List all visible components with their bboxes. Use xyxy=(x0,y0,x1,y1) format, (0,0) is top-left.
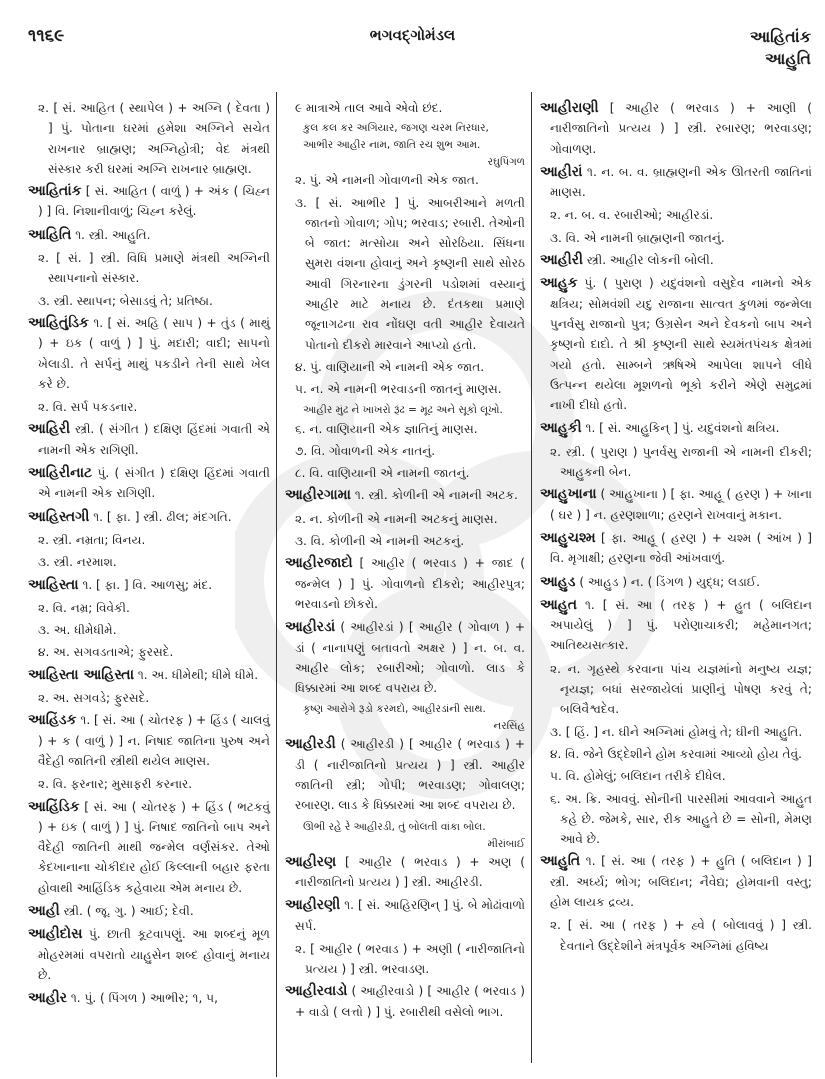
entry-sense xyxy=(38,98,270,179)
entry-sense xyxy=(550,205,812,225)
entry-sense xyxy=(295,170,525,190)
definition-text: ૬. ન. વાણિયાની એક જ્ઞાતિનું માણસ. xyxy=(295,421,478,436)
dictionary-entry xyxy=(540,250,812,270)
definition-text: ૪. અ. સગવડતાએ; ફુરસદે. xyxy=(38,645,174,660)
definition-text: [ આહીર ( ભરવાડ ) + આણી ( નારીજાતિનો પ્રત્યય ) ] સ્ત્રી. રબારણ; ભરવાડણ; ગોવાળણ. xyxy=(550,101,812,156)
headword: આહીરજાદો xyxy=(285,555,353,572)
headword: આહી xyxy=(28,902,60,919)
definition-text: [ આહીર ( ભરવાડ ) + જાદ ( જન્મેલ ) ] પું. ગોવાળનો દીકરો; આહીરપુત્ર; ભરવાડનો છોકરો. xyxy=(295,556,525,611)
dictionary-entry xyxy=(28,313,270,394)
headword: આહુડ xyxy=(540,573,576,590)
quote-line: કૃષ્ણ આરોગે રૂડો કરમદો, આહીરડાંની સાથ. xyxy=(303,703,486,716)
entry-sense xyxy=(38,598,270,618)
dictionary-entry xyxy=(285,734,525,815)
headword: આહુતિ xyxy=(540,853,581,870)
headword: આહીરી xyxy=(540,252,584,269)
definition-text: ૨. [ સં. ] સ્ત્રી. વિધિ પ્રમાણે મંત્રથી અગ્નિની સ્થાપનાનો સંસ્કાર. xyxy=(38,251,270,286)
definition-text: [ ફા. આહૂ ( હરણ ) + ચશ્મ ( આંખ ) ] વિ. મૃગાક્ષી; હરણના જેવી આંખવાળું. xyxy=(550,530,812,566)
headword: આહિરીનાટ xyxy=(28,465,93,482)
headword: આહુક xyxy=(540,275,578,292)
definition-text: સ્ત્રી. ( જૂ. ગુ. ) આઈ; દેવી. xyxy=(63,903,194,918)
dictionary-entry xyxy=(285,895,525,936)
entry-sense xyxy=(550,228,812,248)
dictionary-entry xyxy=(28,988,270,1008)
dictionary-entry xyxy=(540,162,812,203)
citation-quote xyxy=(285,402,525,419)
headword: આહિતાંક xyxy=(28,183,82,200)
definition-text: સ્ત્રી. આહીર લોકની બોલી. xyxy=(586,253,714,268)
entry-sense xyxy=(38,291,270,311)
headword: આહુત xyxy=(540,596,578,613)
definition-text: ૧. પું. ( પિંગળ ) આભીર; ૧, ૫, xyxy=(70,991,218,1006)
definition-text: ( આહીરવાડો ) [ આહીર ( ભરવાડ ) + વાડો ( લત્તો ) ] પું. રબારીથી વસેલો ભાગ. xyxy=(295,984,525,1019)
dictionary-entry xyxy=(540,595,812,656)
entry-sense xyxy=(295,193,525,355)
headword: આહીરડી xyxy=(285,736,336,753)
definition-text: [ સં. આ ( ચોતરફ ) + હિંડ ( ભટકવું ) + ઇક ( વાળું ) ] પું. નિષાદ જાતિનો બાપ અને વૈદેહી જાતિની માથી જન્મેલ વર્ણસંકર. તેઓ કેદખાનાના ચોકીદાર હોઈ કિલ્લાની બહાર ફરતા હોવાથી આહિંડિક કહેવાયા એમ મનાય છે. xyxy=(38,799,270,895)
definition-text: ( આહીરડાં ) [ આહીર ( ગોવાળ ) + ડાં ( નાનાપણું બતાવતો અક્ષર ) ] ન. બ. વ. આહીર લોક; રબારીઓ; ગોવાળો. લાડ કે ધિક્કારમાં આ શબ્દ વપરાય છે. xyxy=(295,620,525,696)
dictionary-entry xyxy=(540,528,812,569)
entry-sense xyxy=(295,441,525,461)
headword: આહિતિ xyxy=(28,226,72,243)
definition-text: ૧. સ્ત્રી. કોળીની એ નામની અટક. xyxy=(354,488,518,503)
definition-text: ૨. અ. સગવડે; ફુરસદે. xyxy=(38,691,150,706)
dictionary-entry xyxy=(28,181,270,222)
definition-text: ( આહીરડી ) [ આહીર ( ભરવાડ ) + ડી ( નારીજાતિનો પ્રત્યય ) ] સ્ત્રી. આહીર જાતિની સ્ત્રી; ગોપી; ભરવાડણ; ગોવાલણ; રબારણ. લાડ કે ધિક્કારમાં આ શબ્દ વપરાય છે. xyxy=(295,737,525,813)
headword: આહીરાં xyxy=(540,163,583,180)
definition-text: ૩. સ્ત્રી. સ્થાપન; બેસાડવું તે; પ્રતિષ્ઠા. xyxy=(38,293,213,308)
definition-text: ૯ માત્રાએ તાલ આવે એવો છંદ. xyxy=(295,101,443,115)
column-left xyxy=(28,98,270,1011)
definition-text: ૨. [ સં. આ ( તરફ ) + હ્વે ( બોલાવવું ) ] સ્ત્રી. દેવતાને ઉદ્દેશીને મંત્રપૂર્વક અગ્નિમાં હવિષ્ય xyxy=(550,918,812,953)
headword: આહીરડાં xyxy=(285,619,336,636)
quote-attribution: નરસિંહ xyxy=(493,720,525,733)
definition-text: ૪. પું. વાણિયાની એ નામની એક જાત. xyxy=(295,359,485,374)
column-middle xyxy=(285,98,525,1025)
definition-text: ૧. અ. ધીમેથી; ધીમે ધીમે. xyxy=(137,667,259,682)
guide-word-last: આહુતિ xyxy=(765,49,811,68)
definition-text: ૨. ન. કોળીની એ નામની અટકનું માણસ. xyxy=(295,511,498,526)
definition-text: ( આહુખાના ) [ ફા. આહૂ ( હરણ ) + ખાના ( ઘર ) ] ન. હરણશાળા; હરણને રાખવાનું મકાન. xyxy=(550,487,812,522)
definition-text: ૩. વિ. કોળીની એ નામની અટકનું. xyxy=(295,534,465,549)
dictionary-entry xyxy=(285,981,525,1022)
dictionary-entry xyxy=(28,225,270,245)
entry-sense xyxy=(550,659,812,720)
dictionary-entry xyxy=(28,797,270,898)
headword: આહિસ્તા xyxy=(28,576,79,593)
dictionary-entry xyxy=(540,484,812,525)
running-title: ભગવદ્ગોમંડલ xyxy=(369,26,456,44)
definition-text: ૨. વિ. ફરનાર; મુસાફરી કરનાર. xyxy=(38,777,193,792)
definition-text: ૩. સ્ત્રી. નરમાશ. xyxy=(38,555,117,570)
entry-sense xyxy=(295,419,525,439)
dictionary-entry xyxy=(28,575,270,595)
entry-sense xyxy=(38,688,270,708)
definition-text: ૨. વિ. સર્પ પકડનાર. xyxy=(38,400,138,415)
guide-words xyxy=(750,26,811,70)
definition-text: ૩. અ. ધીમેધીમે. xyxy=(38,623,117,638)
entry-sense xyxy=(38,552,270,572)
dictionary-entry xyxy=(28,419,270,460)
definition-text: ૩. વિ. એ નામની બ્રાહ્મણની જાતનું. xyxy=(550,230,725,245)
citation-quote xyxy=(285,819,525,852)
definition-text: ૨. સ્ત્રી. ( પુરાણ ) પુનર્વસુ રાજાની એ નામની દીકરી; આહુકની બેન. xyxy=(550,444,812,480)
headword: આહિસ્તા આહિસ્તા xyxy=(28,666,135,683)
definition-text: ૧. ન. બ. વ. બ્રાહ્મણની એક ઊતરતી જાતિનાં માણસ. xyxy=(550,164,812,200)
dictionary-entry xyxy=(28,463,270,504)
dictionary-entry xyxy=(28,710,270,771)
definition-text: ૧. [ સં. આહુકિન્ ] પું. યદુવંશનો ક્ષત્રિય. xyxy=(585,421,780,436)
dictionary-entry xyxy=(285,852,525,893)
headword: આહીરણી xyxy=(285,897,341,914)
definition-text: ૧. [ સં. અહિ ( સાપ ) + તુંડ ( માથું ) + ઇક ( વાળું ) ] પું. મદારી; વાદી; સાપનો ખેલાડી. તે સર્પનું માથું પકડીને તેની સાથે ખેલ કરે છે. xyxy=(38,315,270,391)
quote-line: કુલ કલ કર અગિયાર, જગણ ચરમ નિરધાર, xyxy=(303,122,489,135)
citation-quote xyxy=(285,701,525,734)
entry-sense xyxy=(38,774,270,794)
entry-sense xyxy=(550,766,812,786)
definition-text: ૫. વિ. હોમેલું; બલિદાન તરીકે દીધેલ. xyxy=(550,769,726,784)
entry-sense xyxy=(295,379,525,399)
headword: આહિતુંડિક xyxy=(28,314,89,331)
definition-text: પું. છાતી કૂટવાપણું. આ શબ્દનું મૂળ મોહરમમાં વપરાતો યાહુસેન શબ્દ હોવાનું મનાય છે. xyxy=(38,927,270,982)
entry-sense xyxy=(295,98,525,118)
headword: આહુખાના xyxy=(540,486,597,503)
quote-attribution: મીરાંબાઈ xyxy=(487,837,525,850)
headword: આહીરણ xyxy=(285,853,337,870)
headword: આહિસ્તગી xyxy=(28,508,90,525)
entry-sense xyxy=(550,722,812,742)
quote-line: આભીર આહીર નામ, જાતિ રચ શુભ આમ. xyxy=(303,139,481,152)
definition-text: ૬. અ. ક્રિ. આવવું. સોનીની પારસીમાં આવવાને આહુત કહે છે. જેમકે, સાર, રીક આહુતે છે = સોની, મેમણ આવે છે. xyxy=(550,791,812,847)
definition-text: ૩. [ હિં. ] ન. ઘીને અગ્નિમાં હોમવું તે; ઘીની આહુતિ. xyxy=(550,724,803,739)
definition-text: ૨. ન. ગૃહસ્થે કરવાના પાંચ યજ્ઞમાંનો મનુષ્ય યજ્ઞ; નૃયજ્ઞ; બધાં સરજાયેલાં પ્રાણીનું પોષણ કરવું તે; બલિવૈશ્વદેવ. xyxy=(550,661,812,717)
definition-text: ૨. [ સં. આહિત ( સ્થાપેલ ) + અગ્નિ ( દેવતા ) ] પું. પોતાના ઘરમાં હમેશા અગ્નિને સચેત રાખનાર બ્રાહ્મણ; અગ્નિહોત્રી; વેદ મંત્રથી સંસ્કાર કરી ઘરમાં અગ્નિ રાખનાર બ્રાહ્મણ. xyxy=(38,101,270,176)
dictionary-entry xyxy=(28,507,270,527)
guide-word-first: આહિતાંક xyxy=(749,27,811,46)
quote-line: આહીર મુંઢ ને ખાખરો રૂંઢ = મૂઢ અને સૂકો લૂખો. xyxy=(303,403,503,416)
dictionary-entry xyxy=(540,418,812,438)
definition-text: [ આહીર ( ભરવાડ ) + અણ ( નારીજાતિનો પ્રત્યય ) ] સ્ત્રી. આહીરડી. xyxy=(295,854,525,889)
definition-text: સ્ત્રી. ( સંગીત ) દક્ષિણ હિંદમાં ગવાતી એ નામની એક રાગિણી. xyxy=(38,422,270,457)
definition-text: [ સં. આહિત ( વાળું ) + અંક ( ચિહ્ન ) ] વિ. નિશાનીવાળું; ચિહ્ન કરેલું. xyxy=(38,184,270,219)
page-header xyxy=(0,26,825,76)
column-right xyxy=(540,98,812,958)
definition-text: ૨. સ્ત્રી. નમ્રતા; વિનય. xyxy=(38,532,146,547)
definition-text: ૨. વિ. નમ્ર; વિવેકી. xyxy=(38,600,130,615)
entry-sense xyxy=(295,509,525,529)
definition-text: ૧. સ્ત્રી. આહુતિ. xyxy=(75,227,151,242)
dictionary-entry xyxy=(540,851,812,912)
definition-text: ૧. [ સં. આ ( તરફ ) + હુત ( બલિદાન અપાયેલું ) ] પું. પરોણાચાકરી; મહેમાનગત; આતિથ્યસત્કાર. xyxy=(550,597,812,653)
definition-text: ( આહુડ ) ન. ( ડિંગળ ) યુદ્ધ; લડાઈ. xyxy=(579,574,760,589)
quote-line: ઊભી રહે રે આહીરડી, તું બોલતી વાંકા બોલ. xyxy=(303,820,486,833)
headword: આહીરવાડો xyxy=(285,983,348,1000)
headword: આહિરી xyxy=(28,421,71,438)
entry-sense xyxy=(38,530,270,550)
entry-sense xyxy=(295,357,525,377)
entry-sense xyxy=(295,939,525,980)
headword: આહિંડક xyxy=(28,712,77,729)
dictionary-entry xyxy=(540,572,812,592)
entry-sense xyxy=(38,397,270,417)
definition-text: ૨. પું. એ નામની ગોવાળની એક જાત. xyxy=(295,173,479,188)
definition-text: ૭. વિ. ગોવાળની એક નાતનું. xyxy=(295,443,436,458)
dictionary-entry xyxy=(28,665,270,685)
definition-text: ૩. [ સં. આભીર ] પું. આબરીઆને મળતી જાતનો ગોવાળ; ગોપ; ભરવાડ; રબારી. તેઓની બે જાત: મત્સોયા અને સોરઠિયા. સિંધના સુમરા વંશના હોવાનું અને કૃષ્ણની સાથે સોરઠ આવી ગિરનારના ડુંગરની પડોશમાં વસ્યાનું આહીર માટે મનાય છે. દંતકથા પ્રમાણે જૂનાગઢના રાવ નોંઘણ વતી આહીર દેવાયતે પોતાનો દીકરો મારવાને આપ્યો હતો. xyxy=(295,195,525,352)
column-divider-right xyxy=(531,92,532,1063)
entry-sense xyxy=(38,642,270,662)
definition-text: પું. ( સંગીત ) દક્ષિણ હિંદમાં ગવાતી એ નામની એક રાગિણી. xyxy=(38,466,270,501)
entry-sense xyxy=(295,463,525,483)
entry-sense xyxy=(550,915,812,956)
dictionary-entry xyxy=(540,273,812,415)
dictionary-entry xyxy=(28,924,270,985)
definition-text: ૧. [ ફા. ] સ્ત્રી. ઢીલ; મંદગતિ. xyxy=(93,509,232,524)
definition-text: ૧. [ સં. આ ( તરફ ) + હુતિ ( બલિદાન ) ] સ્ત્રી. અર્ઘ્ય; ભોગ; બલિદાન; નૈવેદ્ય; હોમવાની વસ્તુ; હોમ લાયક દ્રવ્ય. xyxy=(550,854,812,909)
page-number: ૧૧૬૯ xyxy=(28,26,65,46)
dictionary-entry xyxy=(28,901,270,921)
quote-attribution: રઘુપિંગળ xyxy=(487,156,525,169)
headword: આહિંડિક xyxy=(28,798,80,815)
dictionary-entry xyxy=(540,98,812,159)
definition-text: ૫. ન. એ નામની ભરવાડની જાતનું માણસ. xyxy=(295,382,502,397)
definition-text: ૧. [ સં. આ ( ચોતરફ ) + હિંડ ( ચાલવું ) + ક ( વાળું ) ] ન. નિષાદ જાતિના પુરુષ અને વૈદેહી જાતિની સ્ત્રીથી થયેલ માણસ. xyxy=(38,713,270,768)
entry-sense xyxy=(38,248,270,289)
citation-quote xyxy=(285,120,525,170)
definition-text: ૧. [ સં. આહિરણિન્ ] પું. બે મોઢાંવાળો સર્પ. xyxy=(295,898,525,933)
dictionary-entry xyxy=(285,617,525,698)
entry-sense xyxy=(550,442,812,483)
entry-sense xyxy=(38,620,270,640)
definition-text: પું. ( પુરાણ ) યદુવંશનો વસુદેવ નામનો એક ક્ષત્રિય; સોમવંશી યદુ રાજાના સાત્વત કુળમાં જન્મેલા પુનર્વસુ રાજાનો પુત્ર; ઉગ્રસેન અને દેવકનો બાપ અને કૃષ્ણનો દાદો. તે શ્રી કૃષ્ણની સાથે સ્યમંતપંચક ક્ષેત્રમાં ગયો હતો. સામ્બને ઋષિએ આપેલા શાપને લીધે ઉત્પન્ન થયેલા મૂશળનો ભૂકો કરીને એણે સમુદ્રમાં નાખી દીધો હતો. xyxy=(550,276,812,413)
headword: આહુકી xyxy=(540,420,582,437)
headword: આહીદોસ xyxy=(28,926,83,943)
dictionary-entry xyxy=(285,485,525,505)
definition-text: ૨. ન. બ. વ. રબારીઓ; આહીરડાં. xyxy=(550,208,714,223)
entry-sense xyxy=(295,531,525,551)
dictionary-entry xyxy=(285,553,525,614)
headword: આહીરાણી xyxy=(540,100,599,116)
definition-text: ૧. [ ફા. ] વિ. આળસુ; મંદ. xyxy=(82,577,213,592)
definition-text: ૮. વિ. વાણિયાની એ નામની જાતનું. xyxy=(295,466,470,481)
column-divider-left xyxy=(276,92,277,1077)
headword: આહીર xyxy=(28,990,68,1007)
definition-text: ૪. વિ. જેને ઉદ્દેશીને હોમ કરવામાં આવ્યો હોય તેવું. xyxy=(550,746,802,761)
entry-sense xyxy=(550,789,812,850)
definition-text: ૨. [ આહીર ( ભરવાડ ) + અણી ( નારીજાતિનો પ્રત્યય ) ] સ્ત્રી. ભરવાડણ. xyxy=(295,941,525,977)
headword: આહુચશ્મ xyxy=(540,529,596,546)
headword: આહીરગામા xyxy=(285,487,351,504)
entry-sense xyxy=(550,744,812,764)
